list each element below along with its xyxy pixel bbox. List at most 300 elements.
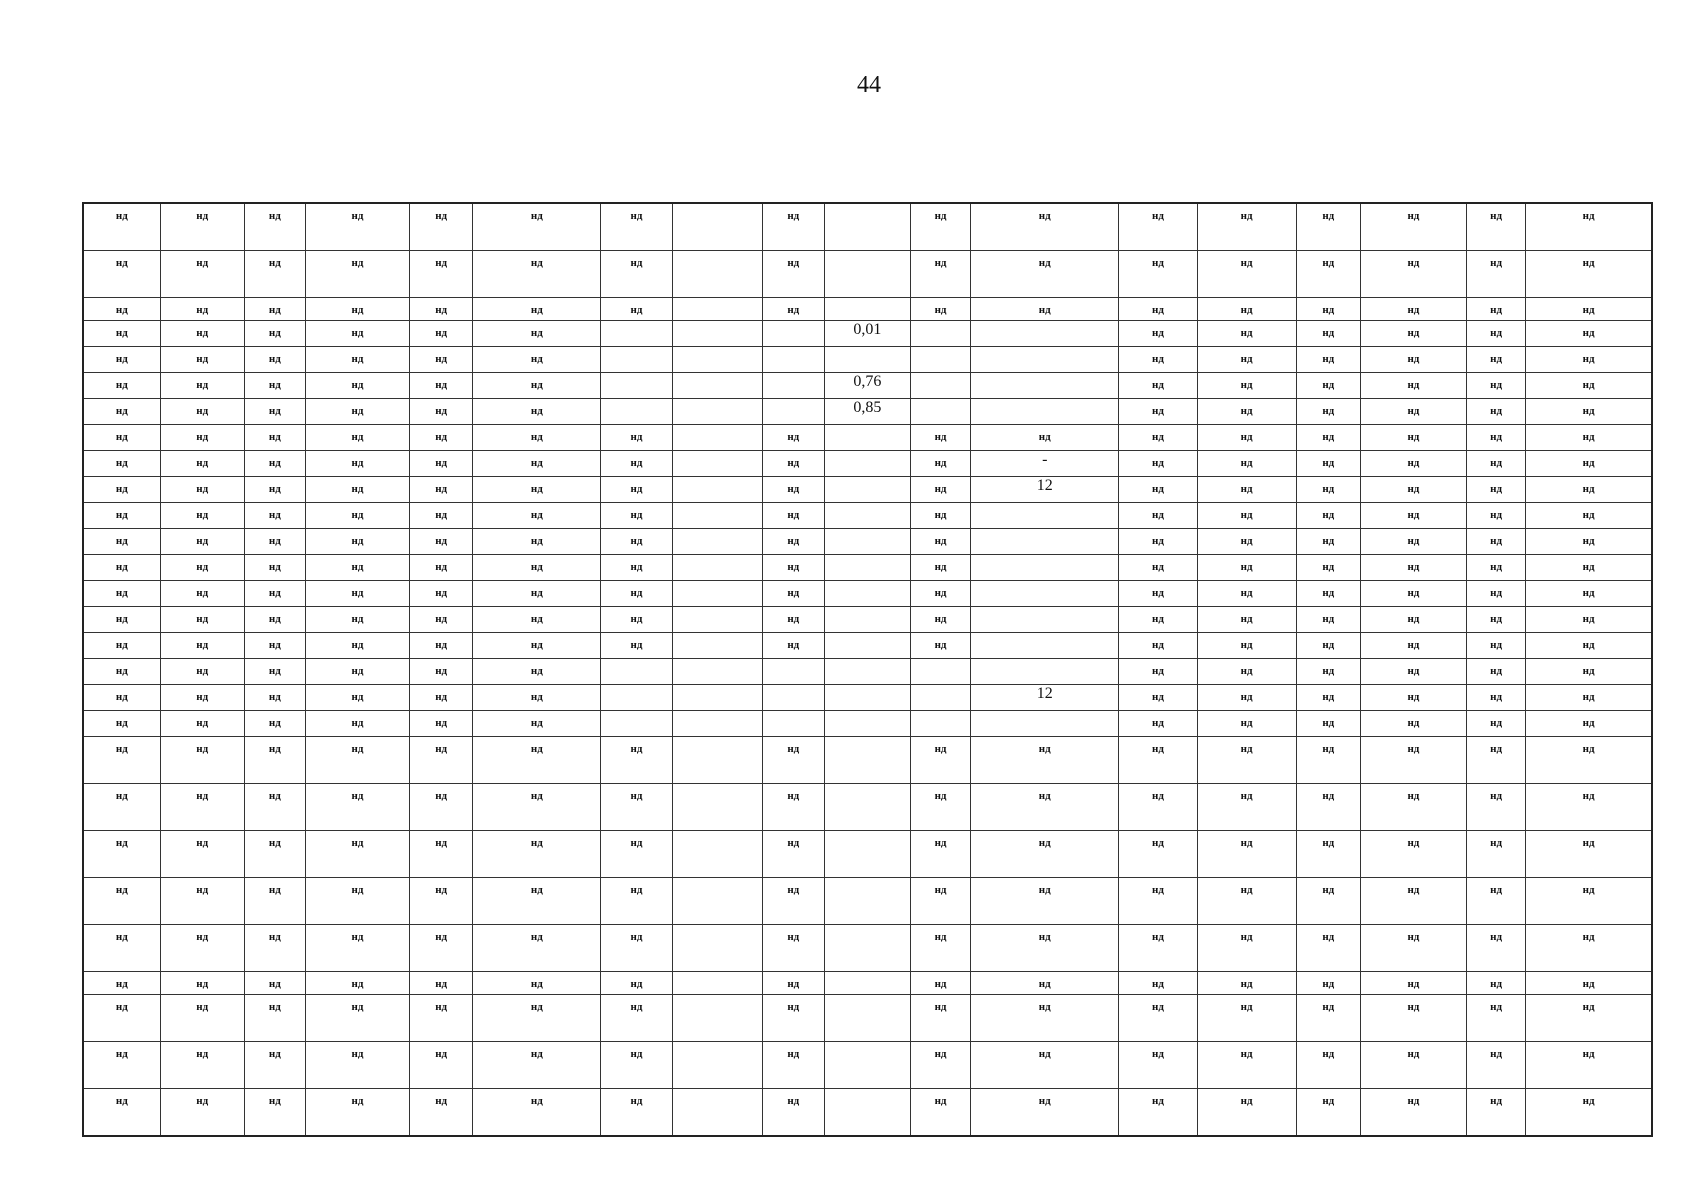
table-cell: нд (1197, 203, 1296, 251)
table-cell: нд (911, 737, 971, 784)
table-cell (911, 399, 971, 425)
table-cell: нд (762, 298, 824, 321)
table-cell (762, 321, 824, 347)
table-cell: нд (1197, 251, 1296, 298)
table-cell (672, 347, 762, 373)
table-cell: нд (83, 1042, 160, 1089)
table-cell: нд (410, 995, 473, 1042)
table-cell: нд (1296, 373, 1360, 399)
table-row (83, 659, 1652, 685)
table-cell: нд (1360, 399, 1466, 425)
table-cell (971, 633, 1119, 659)
table-cell: нд (160, 1042, 244, 1089)
table-cell (824, 203, 910, 251)
table-cell (824, 477, 910, 503)
table-cell: нд (473, 477, 601, 503)
table-cell: нд (1360, 925, 1466, 972)
table-cell: нд (1526, 503, 1652, 529)
table-cell: нд (762, 633, 824, 659)
table-cell (672, 711, 762, 737)
table-cell: нд (911, 925, 971, 972)
table-cell: нд (305, 685, 409, 711)
table-cell: нд (305, 633, 409, 659)
table-cell: нд (971, 737, 1119, 784)
table-cell: нд (1467, 995, 1526, 1042)
table-cell: нд (1526, 995, 1652, 1042)
table-cell: нд (305, 347, 409, 373)
table-cell: нд (762, 925, 824, 972)
table-row (83, 347, 1652, 373)
table-cell: нд (83, 784, 160, 831)
table-cell: нд (971, 995, 1119, 1042)
table-row (83, 1089, 1652, 1137)
table-cell: нд (601, 1042, 672, 1089)
table-cell: нд (83, 607, 160, 633)
table-cell: нд (1119, 451, 1197, 477)
table-cell: нд (410, 399, 473, 425)
table-cell: нд (601, 451, 672, 477)
table-cell: нд (1296, 633, 1360, 659)
table-cell (824, 878, 910, 925)
table-cell (971, 373, 1119, 399)
table-cell: нд (1296, 251, 1360, 298)
table-cell: нд (1197, 1042, 1296, 1089)
table-cell: нд (305, 1042, 409, 1089)
table-cell: нд (305, 503, 409, 529)
table-row (83, 373, 1652, 399)
table-cell: нд (160, 737, 244, 784)
table-cell: нд (1197, 529, 1296, 555)
table-cell (601, 659, 672, 685)
table-cell: нд (971, 298, 1119, 321)
table-cell: нд (473, 831, 601, 878)
table-cell: нд (1360, 1089, 1466, 1137)
table-cell: нд (83, 995, 160, 1042)
table-cell (824, 503, 910, 529)
table-cell: 0,01 (824, 321, 910, 347)
table-cell: нд (911, 298, 971, 321)
table-cell: нд (1360, 737, 1466, 784)
table-cell: нд (1467, 633, 1526, 659)
table-cell: нд (971, 425, 1119, 451)
table-cell: нд (1467, 659, 1526, 685)
table-cell: нд (601, 503, 672, 529)
table-cell: нд (305, 477, 409, 503)
table-cell: нд (1197, 425, 1296, 451)
table-cell: нд (83, 878, 160, 925)
table-cell: нд (601, 1089, 672, 1137)
table-cell (911, 347, 971, 373)
table-cell (824, 607, 910, 633)
table-cell: нд (410, 737, 473, 784)
table-cell (762, 659, 824, 685)
table-cell: нд (911, 878, 971, 925)
table-cell (971, 711, 1119, 737)
table-cell: нд (473, 925, 601, 972)
table-cell (672, 925, 762, 972)
table-cell (672, 972, 762, 995)
table-cell: нд (160, 251, 244, 298)
table-cell: нд (1526, 581, 1652, 607)
table-cell (601, 347, 672, 373)
table-cell: нд (762, 1089, 824, 1137)
table-cell: нд (1467, 399, 1526, 425)
table-cell: нд (1526, 711, 1652, 737)
table-cell: нд (1296, 529, 1360, 555)
table-cell: нд (1296, 659, 1360, 685)
table-cell: нд (1360, 347, 1466, 373)
table-cell: нд (1296, 972, 1360, 995)
table-cell: нд (305, 203, 409, 251)
table-cell: нд (1296, 203, 1360, 251)
table-cell: нд (83, 399, 160, 425)
table-cell (824, 425, 910, 451)
table-cell: нд (305, 607, 409, 633)
table-cell (672, 555, 762, 581)
table-cell: 12 (971, 477, 1119, 503)
table-cell: нд (305, 251, 409, 298)
table-row (83, 503, 1652, 529)
table-cell: нд (1467, 251, 1526, 298)
table-cell: нд (410, 685, 473, 711)
table-cell: нд (1197, 607, 1296, 633)
table-cell: нд (244, 685, 305, 711)
table-cell: нд (1526, 451, 1652, 477)
table-cell: 0,76 (824, 373, 910, 399)
table-cell: нд (1119, 784, 1197, 831)
table-cell (672, 1042, 762, 1089)
table-cell: нд (1467, 972, 1526, 995)
table-cell: нд (1360, 451, 1466, 477)
table-cell: нд (971, 203, 1119, 251)
table-cell: нд (911, 633, 971, 659)
table-cell: нд (244, 737, 305, 784)
table-cell: нд (83, 298, 160, 321)
table-cell (672, 784, 762, 831)
table-cell: нд (911, 477, 971, 503)
table-cell: нд (1467, 607, 1526, 633)
table-cell: нд (83, 581, 160, 607)
table-cell: нд (410, 972, 473, 995)
table-cell: нд (160, 347, 244, 373)
table-cell: нд (1296, 925, 1360, 972)
table-cell: нд (1119, 925, 1197, 972)
table-cell: нд (762, 425, 824, 451)
table-cell (824, 972, 910, 995)
table-cell: нд (244, 555, 305, 581)
table-cell: нд (1467, 529, 1526, 555)
table-cell: нд (410, 321, 473, 347)
table-cell: нд (1197, 685, 1296, 711)
table-cell (971, 555, 1119, 581)
table-cell: нд (1296, 685, 1360, 711)
table-cell: нд (1296, 831, 1360, 878)
table-cell: нд (911, 425, 971, 451)
table-row (83, 995, 1652, 1042)
table-cell: нд (1119, 607, 1197, 633)
table-cell: нд (601, 784, 672, 831)
table-cell: нд (762, 784, 824, 831)
table-cell: нд (83, 972, 160, 995)
table-cell: нд (1197, 925, 1296, 972)
table-cell: нд (1119, 399, 1197, 425)
table-cell: нд (601, 298, 672, 321)
table-cell: нд (601, 581, 672, 607)
table-cell: нд (244, 995, 305, 1042)
table-cell: нд (160, 555, 244, 581)
table-cell: нд (410, 425, 473, 451)
table-cell: нд (1296, 555, 1360, 581)
table-cell (824, 685, 910, 711)
table-cell: 0,85 (824, 399, 910, 425)
table-cell (824, 251, 910, 298)
table-cell: нд (1526, 347, 1652, 373)
table-cell: нд (1467, 711, 1526, 737)
table-cell: нд (1197, 633, 1296, 659)
table-cell: нд (1197, 503, 1296, 529)
table-cell: нд (1526, 425, 1652, 451)
table-cell: нд (305, 451, 409, 477)
table-cell: нд (1467, 737, 1526, 784)
table-cell: нд (1526, 477, 1652, 503)
table-cell: нд (410, 1089, 473, 1137)
table-cell: нд (1119, 972, 1197, 995)
table-cell: нд (1119, 555, 1197, 581)
table-cell: нд (473, 347, 601, 373)
table-cell: нд (244, 831, 305, 878)
table-cell (672, 633, 762, 659)
table-cell: нд (1296, 321, 1360, 347)
table-cell (601, 685, 672, 711)
table-cell: нд (305, 399, 409, 425)
table-cell: нд (1296, 451, 1360, 477)
table-cell: нд (160, 399, 244, 425)
table-cell: нд (762, 503, 824, 529)
table-cell: нд (160, 607, 244, 633)
table-cell: нд (1467, 878, 1526, 925)
table-cell: нд (1296, 347, 1360, 373)
table-cell (824, 555, 910, 581)
table-row (83, 399, 1652, 425)
table-cell: нд (410, 555, 473, 581)
table-cell: нд (1296, 503, 1360, 529)
table-cell (762, 347, 824, 373)
table-cell: нд (1197, 581, 1296, 607)
table-cell: нд (1197, 451, 1296, 477)
table-cell: нд (473, 1089, 601, 1137)
table-cell: нд (1467, 477, 1526, 503)
table-cell: нд (601, 607, 672, 633)
table-cell: нд (473, 529, 601, 555)
table-cell (971, 659, 1119, 685)
table-row (83, 451, 1652, 477)
table-cell: нд (971, 1089, 1119, 1137)
table-cell (762, 373, 824, 399)
table-cell: нд (1119, 1089, 1197, 1137)
table-cell: нд (473, 633, 601, 659)
table-cell: нд (911, 995, 971, 1042)
table-cell: нд (762, 972, 824, 995)
table-cell: нд (1526, 737, 1652, 784)
table-cell: нд (1119, 831, 1197, 878)
table-cell: нд (971, 784, 1119, 831)
table-cell (971, 581, 1119, 607)
table-cell: нд (83, 477, 160, 503)
table-cell: нд (1526, 607, 1652, 633)
table-cell: нд (410, 711, 473, 737)
table-cell: нд (1119, 503, 1197, 529)
table-cell (762, 685, 824, 711)
table-cell: нд (160, 581, 244, 607)
table-cell: нд (410, 529, 473, 555)
table-cell: нд (244, 399, 305, 425)
table-row (83, 251, 1652, 298)
table-cell: нд (911, 451, 971, 477)
table-cell: нд (601, 251, 672, 298)
table-cell (672, 581, 762, 607)
table-cell: - (971, 451, 1119, 477)
table-cell (824, 529, 910, 555)
table-cell (672, 399, 762, 425)
table-cell: нд (473, 995, 601, 1042)
data-table (82, 202, 1653, 1137)
table-cell: нд (1296, 607, 1360, 633)
table-cell: нд (244, 477, 305, 503)
table-cell: нд (410, 925, 473, 972)
table-cell: нд (244, 451, 305, 477)
table-cell: нд (473, 451, 601, 477)
table-cell: нд (1360, 972, 1466, 995)
table-cell: нд (305, 529, 409, 555)
table-row (83, 784, 1652, 831)
table-cell: нд (305, 1089, 409, 1137)
table-cell: нд (1467, 831, 1526, 878)
table-cell (824, 633, 910, 659)
table-cell: нд (1360, 203, 1466, 251)
table-cell: нд (83, 711, 160, 737)
table-cell: нд (1296, 878, 1360, 925)
table-cell: нд (1119, 685, 1197, 711)
table-cell: нд (1197, 555, 1296, 581)
table-cell (824, 925, 910, 972)
table-cell (971, 321, 1119, 347)
table-cell: нд (473, 659, 601, 685)
table-cell: нд (473, 399, 601, 425)
table-cell (824, 711, 910, 737)
table-cell (672, 529, 762, 555)
table-cell: нд (1526, 321, 1652, 347)
table-cell (762, 399, 824, 425)
table-cell: нд (1119, 711, 1197, 737)
table-cell: нд (1119, 321, 1197, 347)
table-cell: нд (762, 555, 824, 581)
table-cell (601, 373, 672, 399)
table-row (83, 555, 1652, 581)
table-cell: нд (1526, 659, 1652, 685)
table-cell: нд (1119, 878, 1197, 925)
table-cell: нд (1296, 581, 1360, 607)
table-cell: нд (473, 685, 601, 711)
table-cell: нд (1360, 784, 1466, 831)
table-cell: нд (305, 995, 409, 1042)
table-cell: нд (305, 925, 409, 972)
table-cell: нд (473, 373, 601, 399)
table-cell: нд (160, 685, 244, 711)
table-cell: нд (1197, 373, 1296, 399)
table-cell: нд (410, 373, 473, 399)
table-cell: нд (1526, 555, 1652, 581)
table-cell: нд (244, 972, 305, 995)
table-cell: нд (160, 784, 244, 831)
table-cell: нд (1119, 251, 1197, 298)
table-row (83, 878, 1652, 925)
table-cell: нд (1360, 659, 1466, 685)
table-cell: нд (244, 633, 305, 659)
table-cell: нд (473, 737, 601, 784)
table-cell: нд (244, 659, 305, 685)
table-cell: нд (244, 529, 305, 555)
table-cell: нд (601, 995, 672, 1042)
table-cell (601, 711, 672, 737)
table-cell: нд (473, 581, 601, 607)
table-cell: нд (160, 373, 244, 399)
table-cell: нд (1467, 203, 1526, 251)
table-cell: нд (1467, 425, 1526, 451)
table-cell: нд (1467, 784, 1526, 831)
table-cell: нд (160, 633, 244, 659)
table-cell (911, 685, 971, 711)
table-cell: нд (305, 737, 409, 784)
table-cell (971, 347, 1119, 373)
table-cell: нд (762, 1042, 824, 1089)
table-cell: нд (1526, 1042, 1652, 1089)
table-cell: нд (473, 711, 601, 737)
table-cell: нд (83, 425, 160, 451)
table-cell: нд (244, 321, 305, 347)
table-cell: нд (1526, 1089, 1652, 1137)
table-row (83, 685, 1652, 711)
table-cell: нд (971, 1042, 1119, 1089)
table-cell (672, 298, 762, 321)
table-cell: нд (1119, 529, 1197, 555)
table-cell: нд (160, 451, 244, 477)
table-cell: нд (1360, 831, 1466, 878)
table-cell: нд (1197, 878, 1296, 925)
table-cell: нд (1360, 685, 1466, 711)
table-cell: нд (1360, 1042, 1466, 1089)
table-cell: нд (1119, 1042, 1197, 1089)
table-cell: нд (83, 529, 160, 555)
table-row (83, 477, 1652, 503)
table-cell: нд (601, 633, 672, 659)
table-cell: нд (410, 633, 473, 659)
table-cell: нд (160, 831, 244, 878)
table-cell (672, 878, 762, 925)
table-cell: нд (1467, 373, 1526, 399)
table-cell: нд (762, 878, 824, 925)
table-cell: нд (1119, 347, 1197, 373)
table-cell: нд (244, 711, 305, 737)
table-cell: нд (971, 972, 1119, 995)
table-cell: нд (244, 607, 305, 633)
table-cell: нд (1197, 831, 1296, 878)
table-cell: нд (83, 203, 160, 251)
table-cell: нд (1296, 399, 1360, 425)
table-cell: нд (601, 477, 672, 503)
table-cell (824, 298, 910, 321)
table-row (83, 711, 1652, 737)
table-cell: нд (1467, 1042, 1526, 1089)
